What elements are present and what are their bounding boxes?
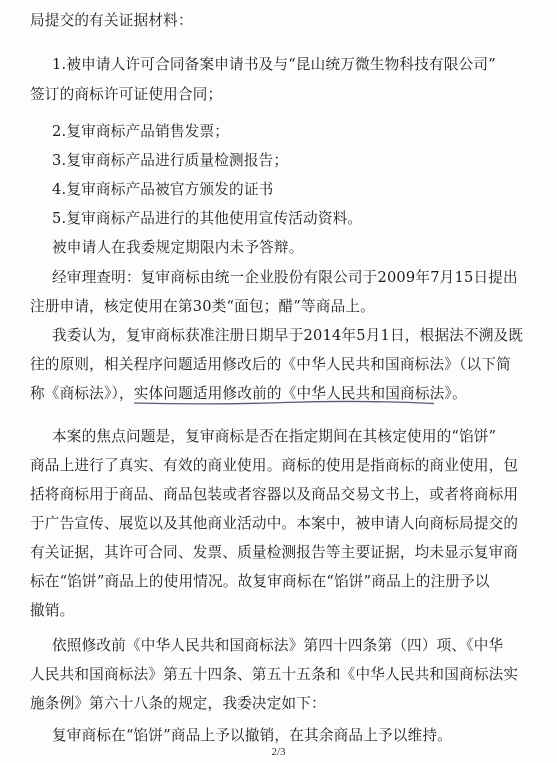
handwritten-underline-text	[134, 385, 452, 402]
list-item: 5.复审商标产品进行的其他使用宣传活动资料。	[52, 210, 363, 227]
text-segment: 称《商标法》），	[30, 385, 134, 402]
text-line: 签订的商标许可证使用合同；	[30, 86, 223, 103]
paragraph-line: 被申请人在我委规定期限内未予答辩。	[52, 239, 304, 256]
paragraph-line: 依照修改前《中华人民共和国商标法》第四十四条第（四）项、《中华	[52, 637, 504, 654]
underlined-text: 实体问题适用修改前的《中华人民共和国商标法》	[133, 385, 452, 402]
paragraph-line: 于广告宣传、展览以及其他商业活动中。本案中，被申请人向商标局提交的	[30, 515, 519, 532]
paragraph-line: 施条例》第六十八条的规定，我委决定如下：	[30, 695, 326, 712]
text-line: 局提交的有关证据材料：	[30, 12, 193, 29]
paragraph-line: 复审商标在“馅饼”商品上予以撤销，在其余商品上予以维持。	[52, 727, 452, 744]
list-item: 1.被申请人许可合同备案申请书及与“昆山统万微生物科技有限公司”	[52, 56, 496, 73]
paragraph-line: 注册申请，核定使用在第30类“面包；醋”等商品上。	[30, 298, 375, 315]
paragraph-line: 商品上进行了真实、有效的商业使用。商标的使用是指商标的商业使用，包	[30, 457, 519, 474]
paragraph-line: 标在“馅饼”商品上的使用情况。故复审商标在“馅饼”商品上的注册予以	[30, 573, 490, 590]
paragraph-line: 往的原则，相关程序问题适用修改后的《中华人民共和国商标法》（以下简	[30, 356, 511, 373]
paragraph-line: 本案的焦点问题是，复审商标是否在指定期间在其核定使用的“馅饼”	[52, 428, 497, 445]
page-number: 2/3	[271, 746, 286, 758]
list-item: 2.复审商标产品销售发票；	[52, 123, 230, 140]
list-item: 3.复审商标产品进行质量检测报告；	[52, 152, 289, 169]
text-segment: 。	[451, 385, 467, 402]
paragraph-line: 人民共和国商标法》第五十四条、第五十五条和《中华人民共和国商标法实	[30, 666, 519, 683]
paragraph-line: 括将商标用于商品、商品包装或者容器以及商品交易文书上，或者将商标用	[30, 486, 519, 503]
paragraph-line	[30, 385, 467, 403]
paragraph-line: 经审理查明：复审商标由统一企业股份有限公司于2009年7月15日提出	[52, 269, 518, 286]
list-item: 4.复审商标产品被官方颁发的证书	[52, 181, 274, 198]
paragraph-line: 有关证据，其许可合同、发票、质量检测报告等主要证据，均未显示复审商	[30, 544, 519, 561]
paragraph-line: 撤销。	[30, 602, 75, 619]
paragraph-line: 我委认为，复审商标获准注册日期早于2014年5月1日，根据法不溯及既	[52, 327, 524, 344]
